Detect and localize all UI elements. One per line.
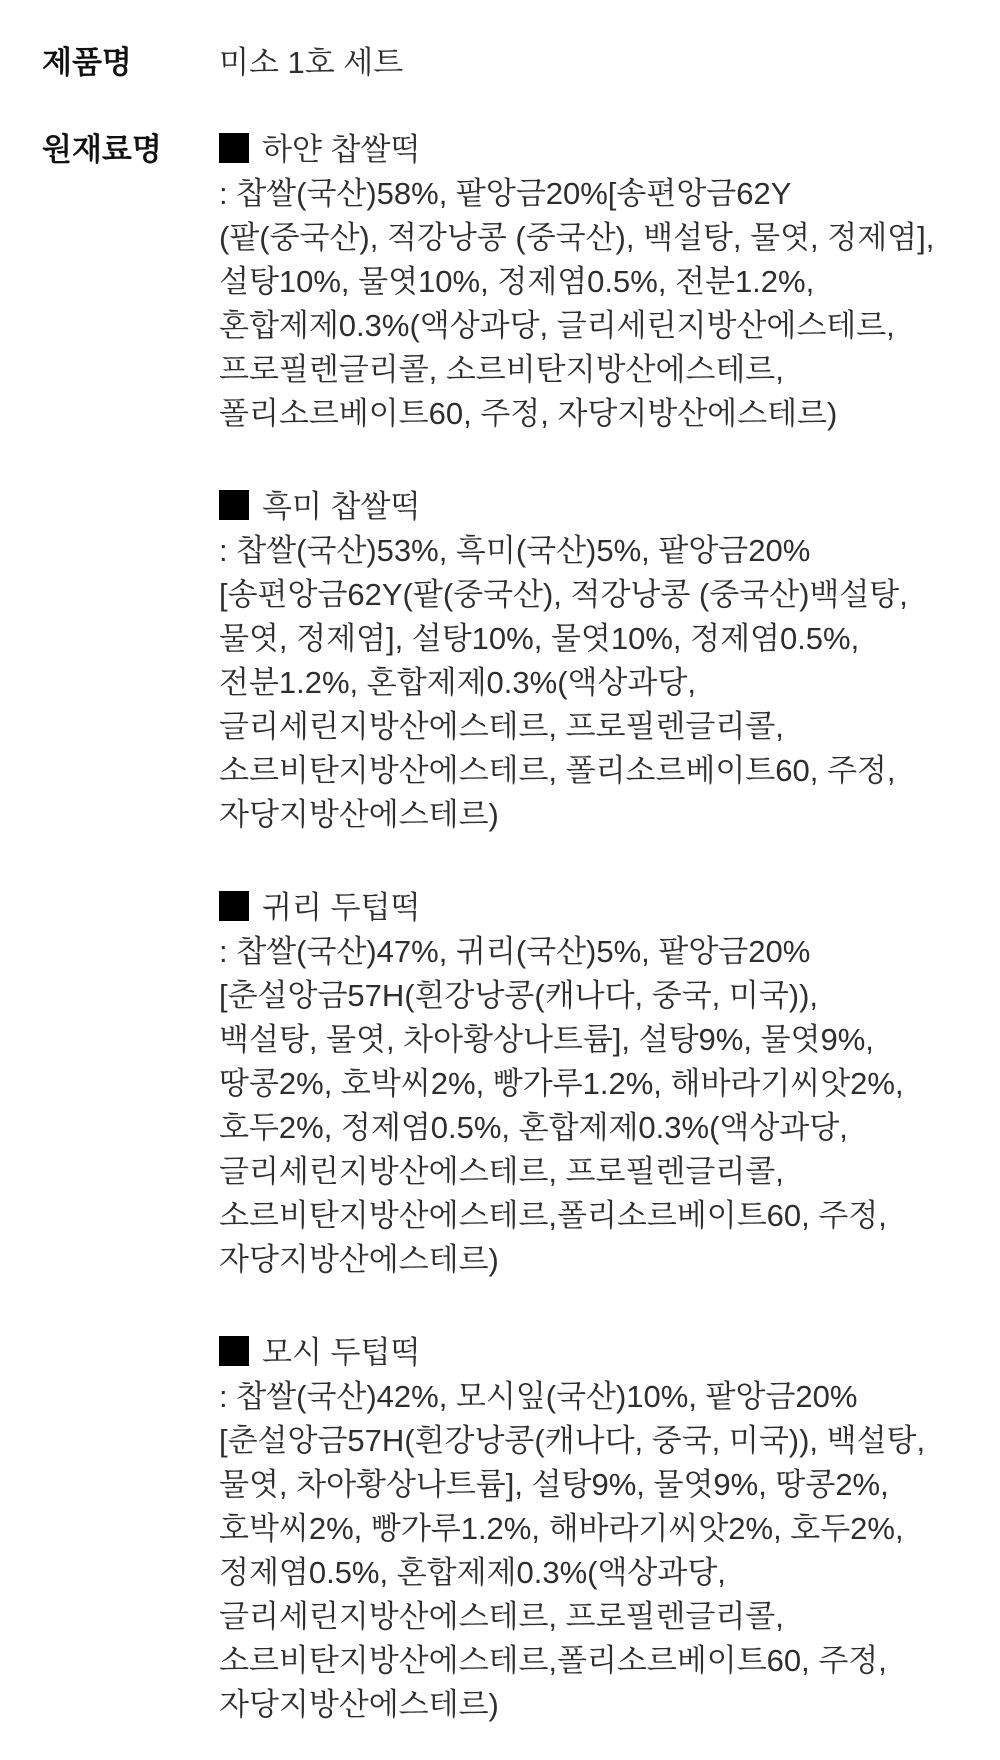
ingredients-value <box>219 128 972 1727</box>
ingredient-section-title-text: 하얀 찹쌀떡 <box>262 132 421 167</box>
ingredient-line: 자당지방산에스테르) <box>219 1242 499 1277</box>
ingredient-line: (팥(중국산), 적강낭콩 (중국산), 백설탕, 물엿, 정제염], <box>219 220 935 255</box>
ingredient-line: : 찹쌀(국산)58%, 팥앙금20%[송편앙금62Y <box>219 176 792 211</box>
ingredient-line: 혼합제제0.3%(액상과당, 글리세린지방산에스테르, <box>219 308 895 343</box>
ingredient-line: 전분1.2%, 혼합제제0.3%(액상과당, <box>219 665 696 700</box>
black-square-bullet-icon <box>219 891 249 921</box>
product-name-label: 제품명 <box>42 45 132 80</box>
ingredient-line: 정제염0.5%, 혼합제제0.3%(액상과당, <box>219 1555 726 1590</box>
ingredient-line: 소르비탄지방산에스테르, 폴리소르베이트60, 주정, <box>219 753 896 788</box>
product-name-value: 미소 1호 세트 <box>219 45 404 80</box>
ingredient-section-title <box>219 128 972 172</box>
ingredient-section-title <box>219 886 972 930</box>
ingredient-section-title-text: 흑미 찹쌀떡 <box>262 489 421 524</box>
ingredient-line: 자당지방산에스테르) <box>219 1687 499 1722</box>
ingredient-line: 폴리소르베이트60, 주정, 자당지방산에스테르) <box>219 396 838 431</box>
ingredient-line: : 찹쌀(국산)42%, 모시잎(국산)10%, 팥앙금20% <box>219 1379 858 1414</box>
ingredient-line: [춘설앙금57H(흰강낭콩(캐나다, 중국, 미국)), <box>219 978 819 1013</box>
ingredient-section-title <box>219 485 972 529</box>
ingredient-section <box>219 1331 972 1727</box>
ingredient-line: 땅콩2%, 호박씨2%, 빵가루1.2%, 해바라기씨앗2%, <box>219 1066 904 1101</box>
black-square-bullet-icon <box>219 133 249 163</box>
ingredient-line: 호두2%, 정제염0.5%, 혼합제제0.3%(액상과당, <box>219 1110 848 1145</box>
ingredient-line: 프로필렌글리콜, 소르비탄지방산에스테르, <box>219 352 784 387</box>
ingredient-line: [춘설앙금57H(흰강낭콩(캐나다, 중국, 미국)), 백설탕, <box>219 1423 926 1458</box>
ingredient-section-title-text: 귀리 두텁떡 <box>262 890 421 925</box>
ingredient-line: [송편앙금62Y(팥(중국산), 적강낭콩 (중국산)백설탕, <box>219 577 908 612</box>
ingredient-line: 글리세린지방산에스테르, 프로필렌글리콜, <box>219 709 784 744</box>
ingredient-line: 호박씨2%, 빵가루1.2%, 해바라기씨앗2%, 호두2%, <box>219 1511 904 1546</box>
ingredient-line: 글리세린지방산에스테르, 프로필렌글리콜, <box>219 1599 784 1634</box>
ingredient-line: 글리세린지방산에스테르, 프로필렌글리콜, <box>219 1154 784 1189</box>
ingredient-line: 물엿, 정제염], 설탕10%, 물엿10%, 정제염0.5%, <box>219 621 860 656</box>
ingredients-row <box>42 128 972 1727</box>
ingredient-line: 자당지방산에스테르) <box>219 797 499 832</box>
ingredient-section-title-text: 모시 두텁떡 <box>262 1335 421 1370</box>
ingredient-line: 소르비탄지방산에스테르,폴리소르베이트60, 주정, <box>219 1198 887 1233</box>
ingredient-line: : 찹쌀(국산)47%, 귀리(국산)5%, 팥앙금20% <box>219 934 811 969</box>
ingredient-section-title <box>219 1331 972 1375</box>
ingredient-line: 물엿, 차아황상나트륨], 설탕9%, 물엿9%, 땅콩2%, <box>219 1467 889 1502</box>
product-name-row <box>42 41 972 85</box>
ingredient-section <box>219 886 972 1282</box>
ingredient-line: 설탕10%, 물엿10%, 정제염0.5%, 전분1.2%, <box>219 264 815 299</box>
ingredients-label: 원재료명 <box>42 132 162 167</box>
black-square-bullet-icon <box>219 1336 249 1366</box>
ingredient-line: 소르비탄지방산에스테르,폴리소르베이트60, 주정, <box>219 1643 887 1678</box>
black-square-bullet-icon <box>219 490 249 520</box>
ingredient-section <box>219 485 972 837</box>
ingredient-line: : 찹쌀(국산)53%, 흑미(국산)5%, 팥앙금20% <box>219 533 811 568</box>
ingredient-section <box>219 128 972 436</box>
ingredient-line: 백설탕, 물엿, 차아황상나트륨], 설탕9%, 물엿9%, <box>219 1022 874 1057</box>
